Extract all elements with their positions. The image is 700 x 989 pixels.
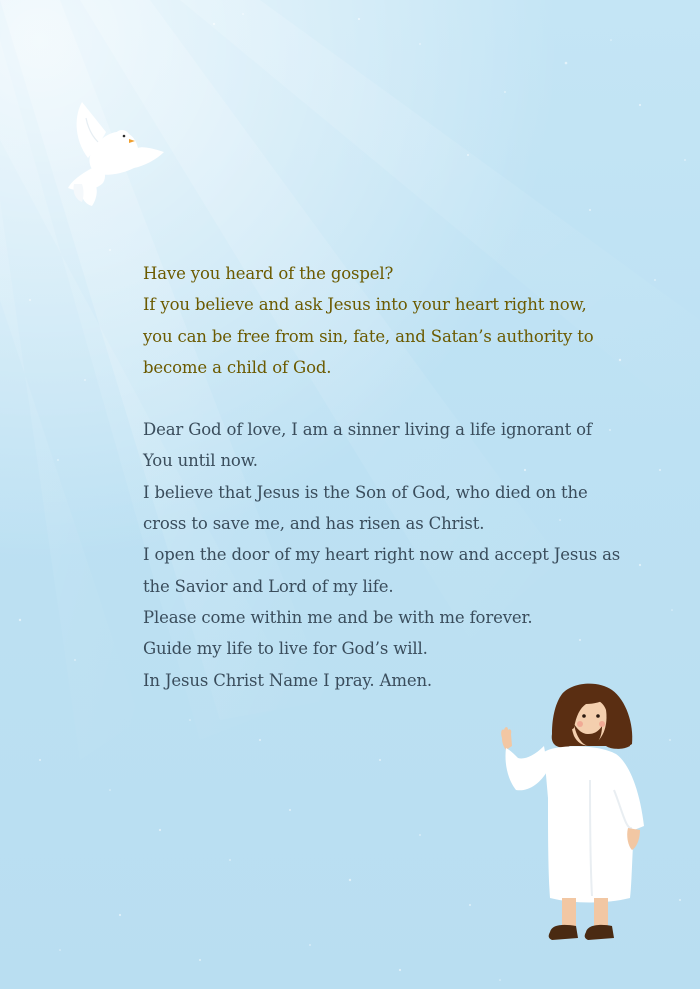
prayer-line: Guide my life to live for God’s will. [143, 639, 428, 659]
prayer-line: You until now. [143, 451, 258, 471]
prayer-line: Dear God of love, I am a sinner living a life ignorant of [143, 420, 592, 440]
prayer-line: I believe that Jesus is the Son of God, who died on the [143, 482, 588, 502]
intro-line: become a child of God. [143, 357, 332, 377]
prayer-line: I open the door of my heart right now and accept Jesus as [143, 545, 621, 565]
prayer-line: Please come within me and be with me forever. [143, 607, 533, 627]
prayer-line: In Jesus Christ Name I pray. Amen. [143, 670, 433, 690]
prayer-line: the Savior and Lord of my life. [143, 576, 394, 596]
prayer-line: cross to save me, and has risen as Christ. [143, 514, 485, 534]
intro-line: Have you heard of the gospel? [143, 264, 394, 283]
intro-line: you can be free from sin, fate, and Satan’s authority to [143, 326, 594, 346]
prayer-paragraph [143, 414, 621, 696]
gospel-text [143, 258, 621, 696]
jesus-illustration [494, 680, 654, 945]
intro-line: If you believe and ask Jesus into your heart right now, [143, 295, 587, 315]
gospel-intro-paragraph [143, 258, 594, 383]
dove-illustration [62, 96, 170, 208]
